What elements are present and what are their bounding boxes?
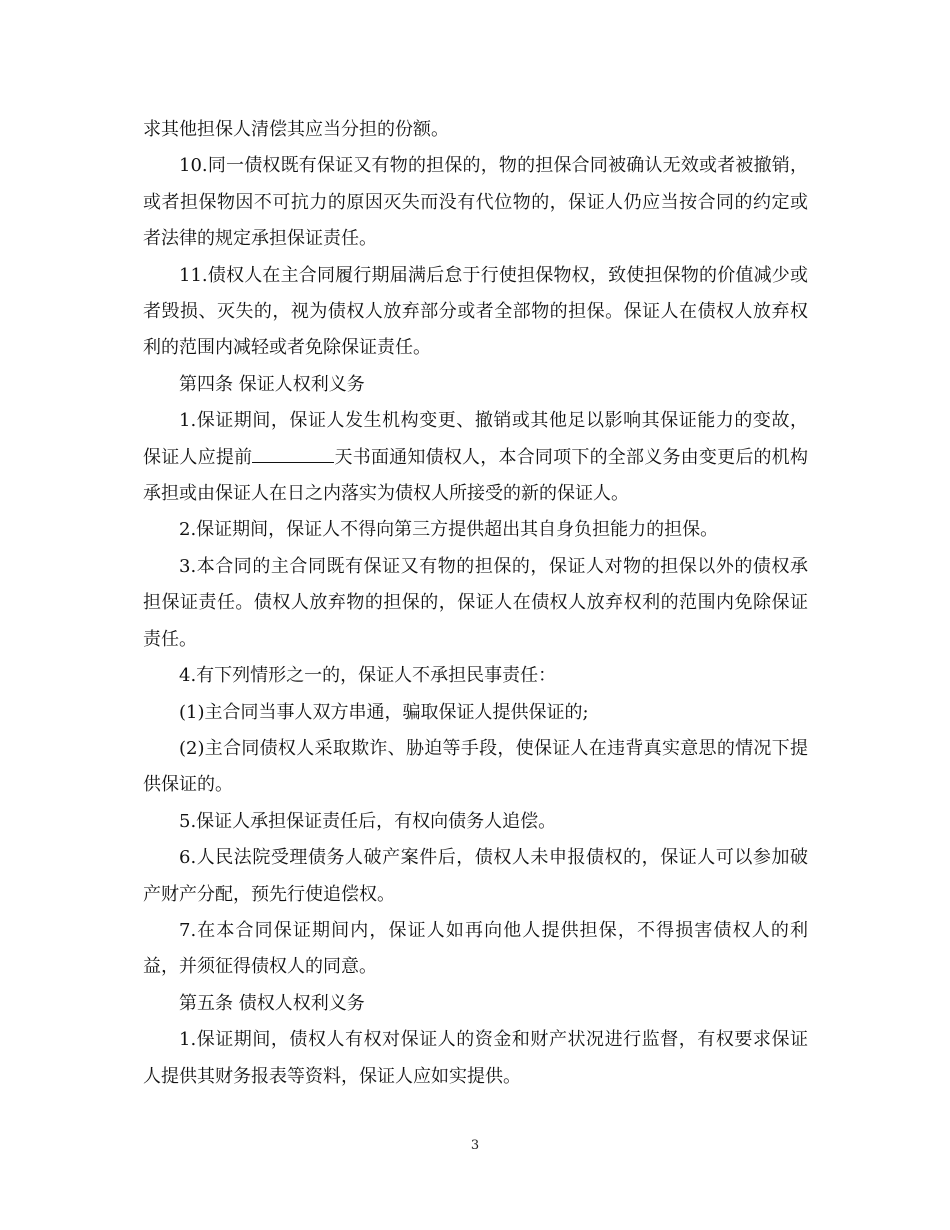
section-heading-article-4: 第四条 保证人权利义务: [179, 373, 365, 395]
paragraph-subitem-2: (2)主合同债权人采取欺诈、胁迫等手段，使保证人在违背真实意思的情况下提供保证的。: [143, 737, 808, 796]
page-number: 3: [470, 1138, 480, 1153]
fill-in-blank: [252, 446, 334, 463]
paragraph-article-4-item-5: 5.保证人承担保证责任后，有权向债务人追偿。: [179, 810, 557, 832]
item-1-text-before-blank: 1.保证期间，保证人发生机构变更、撤销或其他足以影响其保证能力的变故，保证人应提前: [143, 410, 808, 468]
paragraph-article-4-item-7: 7.在本合同保证期间内，保证人如再向他人提供担保，不得损害债权人的利益，并须征得债权人的同意。: [143, 919, 808, 978]
paragraph-article-4-item-4: 4.有下列情形之一的，保证人不承担民事责任：: [179, 665, 557, 687]
paragraph-article-4-item-2: 2.保证期间，保证人不得向第三方提供超出其自身负担能力的担保。: [179, 519, 719, 541]
paragraph-clause-10: 10.同一债权既有保证又有物的担保的，物的担保合同被确认无效或者被撤销，或者担保物因不可抗力的原因灭失而没有代位物的，保证人仍应当按合同的约定或者法律的规定承担保证责任。: [143, 155, 808, 250]
paragraph-article-4-item-1: [143, 403, 808, 512]
item-1-text-after-blank: 天书面通知债权人，本合同项下的全部义务由变更后的机构承担或由保证人在日之内落实为债权人所接受的新的保证人。: [143, 446, 808, 505]
paragraph-continuation: 求其他担保人清偿其应当分担的份额。: [143, 119, 449, 140]
paragraph-article-5-item-1: 1.保证期间，债权人有权对保证人的资金和财产状况进行监督，有权要求保证人提供其财务报表等资料，保证人应如实提供。: [143, 1029, 808, 1087]
paragraph-article-4-item-6: 6.人民法院受理债务人破产案件后，债权人未申报债权的，保证人可以参加破产财产分配，预先行使追偿权。: [143, 847, 808, 905]
paragraph-article-4-item-3: 3.本合同的主合同既有保证又有物的担保的，保证人对物的担保以外的债权承担保证责任。债权人放弃物的担保的，保证人在债权人放弃权利的范围内免除保证责任。: [143, 555, 808, 650]
paragraph-clause-11: 11.债权人在主合同履行期届满后怠于行使担保物权，致使担保物的价值减少或者毁损、灭失的，视为债权人放弃部分或者全部物的担保。保证人在债权人放弃权利的范围内减轻或者免除保证责任。: [143, 264, 808, 359]
document-body: [143, 112, 808, 1095]
paragraph-subitem-1: (1)主合同当事人双方串通，骗取保证人提供保证的;: [179, 701, 589, 723]
section-heading-article-5: 第五条 债权人权利义务: [179, 992, 365, 1014]
